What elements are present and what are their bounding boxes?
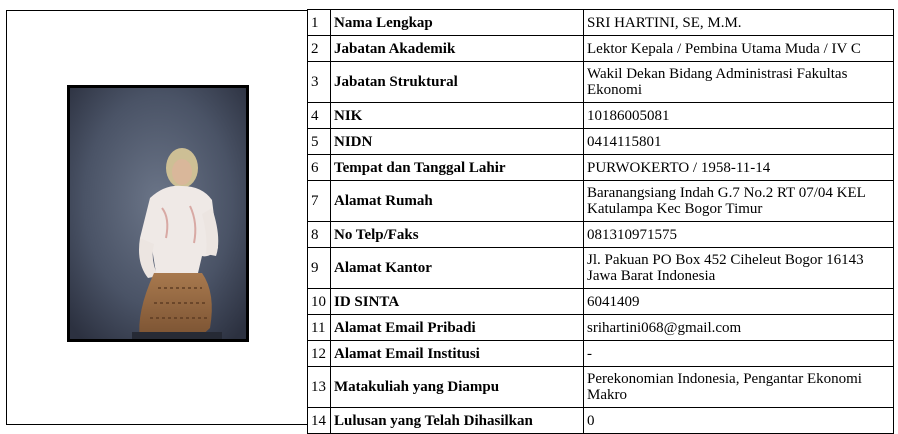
field-value: Wakil Dekan Bidang Administrasi Fakultas Ekonomi (584, 62, 894, 103)
field-label: Alamat Email Institusi (331, 341, 584, 367)
field-label: Nama Lengkap (331, 10, 584, 36)
field-value: 081310971575 (584, 222, 894, 248)
row-number: 13 (308, 367, 331, 408)
table-row (308, 248, 894, 289)
field-label: Alamat Email Pribadi (331, 315, 584, 341)
field-label: Jabatan Struktural (331, 62, 584, 103)
row-number: 3 (308, 62, 331, 103)
field-value: 10186005081 (584, 103, 894, 129)
table-row (308, 315, 894, 341)
field-label: Lulusan yang Telah Dihasilkan (331, 408, 584, 434)
field-label: NIDN (331, 129, 584, 155)
row-number: 2 (308, 36, 331, 62)
field-value: Lektor Kepala / Pembina Utama Muda / IV C (584, 36, 894, 62)
table-row (308, 62, 894, 103)
table-row (308, 408, 894, 434)
field-value: 0414115801 (584, 129, 894, 155)
row-number: 1 (308, 10, 331, 36)
field-label: NIK (331, 103, 584, 129)
row-number: 11 (308, 315, 331, 341)
table-row (308, 36, 894, 62)
table-row (308, 341, 894, 367)
field-value: Perekonomian Indonesia, Pengantar Ekonomi Makro (584, 367, 894, 408)
table-row (308, 222, 894, 248)
field-value: srihartini068@gmail.com (584, 315, 894, 341)
table-row (308, 10, 894, 36)
field-value: Baranangsiang Indah G.7 No.2 RT 07/04 KEL Katulampa Kec Bogor Timur (584, 181, 894, 222)
row-number: 10 (308, 289, 331, 315)
table-row (308, 181, 894, 222)
row-number: 4 (308, 103, 331, 129)
field-value: SRI HARTINI, SE, M.M. (584, 10, 894, 36)
row-number: 14 (308, 408, 331, 434)
field-label: Alamat Rumah (331, 181, 584, 222)
portrait-image (70, 88, 246, 339)
field-label: Tempat dan Tanggal Lahir (331, 155, 584, 181)
field-value: - (584, 341, 894, 367)
row-number: 6 (308, 155, 331, 181)
table-row (308, 103, 894, 129)
field-value: 0 (584, 408, 894, 434)
table-row (308, 155, 894, 181)
field-label: No Telp/Faks (331, 222, 584, 248)
field-label: ID SINTA (331, 289, 584, 315)
field-value: Jl. Pakuan PO Box 452 Ciheleut Bogor 16143 Jawa Barat Indonesia (584, 248, 894, 289)
field-label: Jabatan Akademik (331, 36, 584, 62)
table-row (308, 367, 894, 408)
field-value: PURWOKERTO / 1958-11-14 (584, 155, 894, 181)
row-number: 7 (308, 181, 331, 222)
row-number: 9 (308, 248, 331, 289)
field-value: 6041409 (584, 289, 894, 315)
profile-photo (67, 85, 249, 342)
table-row (308, 289, 894, 315)
biodata-table (307, 9, 894, 434)
row-number: 8 (308, 222, 331, 248)
row-number: 12 (308, 341, 331, 367)
field-label: Alamat Kantor (331, 248, 584, 289)
table-row (308, 129, 894, 155)
row-number: 5 (308, 129, 331, 155)
field-label: Matakuliah yang Diampu (331, 367, 584, 408)
